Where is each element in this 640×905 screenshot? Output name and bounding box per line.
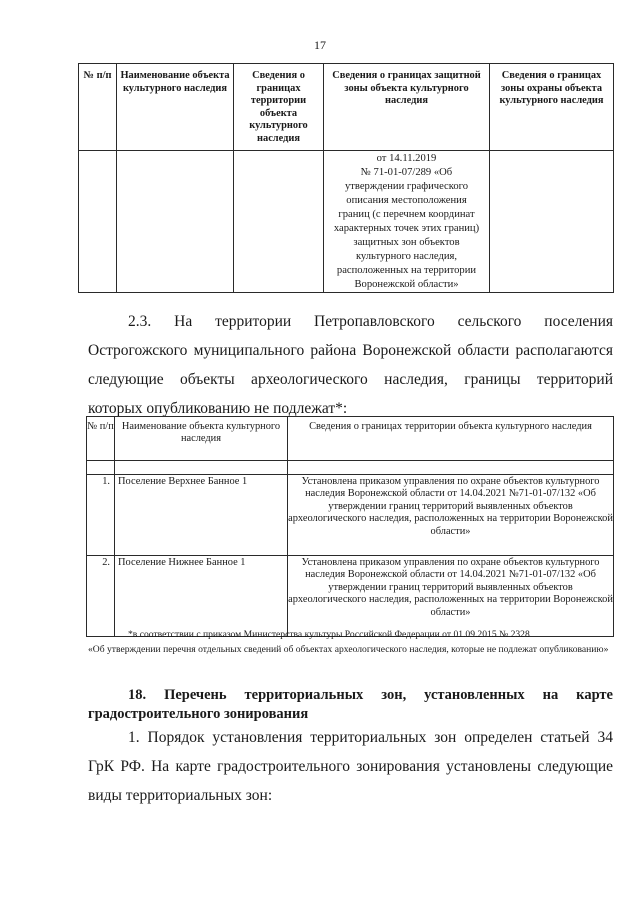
cell-number	[79, 151, 117, 293]
cell-boundaries-info: Установлена приказом управления по охране объектов культурного наследия Воронежской области от 14.04.2021 №71-01-07/132 «Об утверждении границ территорий выявленных объектов археологического наследия, расположенных на территории Воронежской области»	[288, 556, 614, 637]
header-number: № п/п	[79, 64, 117, 151]
cell-line: от 14.11.2019	[376, 153, 437, 164]
heritage-protection-table	[78, 63, 614, 293]
cell-line: культурного наследия,	[355, 251, 458, 262]
heading-line: 18. Перечень территориальных зон, установленных на карте	[128, 687, 613, 703]
table-header-row	[79, 64, 614, 151]
footnote	[88, 628, 613, 657]
cell-line: границ (с перечнем координат	[338, 209, 475, 220]
cell-protective-zone	[324, 151, 490, 293]
table-spacer-row	[87, 461, 614, 475]
header-boundaries-info: Сведения о границах территории объекта культурного наследия	[288, 417, 614, 461]
header-object-name: Наименование объекта культурного наследия	[115, 417, 288, 461]
paragraph-1	[88, 723, 613, 810]
cell-number: 2.	[87, 556, 115, 637]
table-row	[79, 151, 614, 293]
header-object-name: Наименование объекта культурного наследия	[117, 64, 234, 151]
cell-protection-zone	[490, 151, 614, 293]
heading-line: градостроительного зонирования	[88, 706, 309, 722]
footnote-line: «Об утверждении перечня отдельных сведений об объектах археологического наследия, которые не подлежат опубликованию»	[88, 643, 609, 655]
section-2-3-paragraph	[88, 307, 613, 423]
cell-object-name: Поселение Нижнее Банное 1	[115, 556, 288, 637]
cell-object-name	[117, 151, 234, 293]
cell-object-name: Поселение Верхнее Банное 1	[115, 475, 288, 556]
paragraph-line: которых опубликованию не подлежат*:	[88, 400, 348, 417]
header-territory-boundaries: Сведения о границах территории объекта культурного наследия	[234, 64, 324, 151]
paragraph-line: следующие объекты археологического наследия, границы территорий	[88, 371, 613, 388]
cell-line: защитных зон объектов	[353, 237, 460, 248]
paragraph-line: 2.3. На территории Петропавловского сельского поселения	[128, 313, 613, 330]
header-protection-zone: Сведения о границах зоны охраны объекта культурного наследия	[490, 64, 614, 151]
cell-line: Воронежской области»	[354, 279, 459, 290]
paragraph-line: ГрК РФ. На карте градостроительного зонирования установлены следующие	[88, 758, 613, 775]
cell-boundaries-info: Установлена приказом управления по охране объектов культурного наследия Воронежской области от 14.04.2021 №71-01-07/132 «Об утверждении границ территорий выявленных объектов археологического наследия, расположенных на территории Воронежской области»	[288, 475, 614, 556]
paragraph-line: Острогожского муниципального района Воронежской области располагаются	[88, 342, 613, 359]
header-protective-zone: Сведения о границах защитной зоны объекта культурного наследия	[324, 64, 490, 151]
cell-line: описания местоположения	[346, 195, 467, 206]
cell-line: № 71-01-07/289 «Об	[360, 167, 453, 178]
paragraph-line: 1. Порядок установления территориальных зон определен статьей 34	[128, 729, 613, 746]
cell-territory-boundaries	[234, 151, 324, 293]
page-number: 17	[314, 38, 326, 52]
cell-line: утверждении графического	[344, 181, 469, 192]
archaeological-objects-table	[86, 416, 614, 637]
paragraph-line: виды территориальных зон:	[88, 787, 273, 804]
table-row	[87, 556, 614, 637]
table-row	[87, 475, 614, 556]
footnote-line: *в соответствии с приказом Министерства культуры Российской Федерации от 01.09.2015 № 2328	[128, 629, 530, 640]
cell-line: расположенных на территории	[336, 265, 477, 276]
section-18-heading	[88, 686, 613, 724]
cell-line: характерных точек этих границ)	[333, 223, 480, 234]
cell-number: 1.	[87, 475, 115, 556]
table-header-row	[87, 417, 614, 461]
header-number: № п/п	[87, 417, 115, 461]
